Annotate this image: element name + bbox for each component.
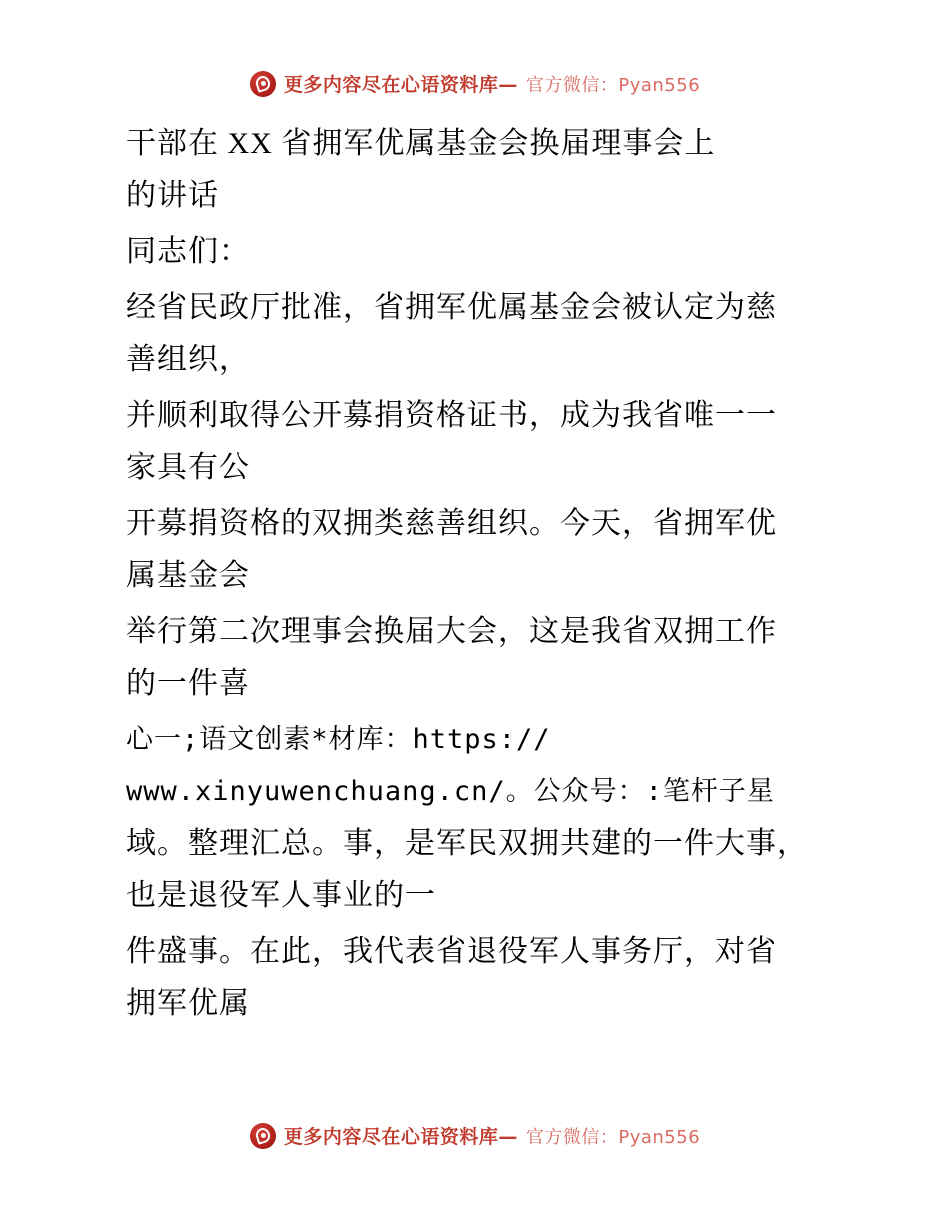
watermark-sub-text: 官方微信：Pyan556 (525, 74, 701, 96)
paragraph-1 (62, 282, 892, 386)
text-line: 家具有公 (126, 451, 250, 484)
text-line: 同志们： (126, 235, 250, 268)
paragraph-2 (62, 390, 892, 494)
text-line: 举行第二次理事会换届大会，这是我省双拥工作 (126, 615, 777, 648)
text-line: 并顺利取得公开募捐资格证书，成为我省唯一一 (126, 399, 777, 432)
text-line: 经省民政厅批准，省拥军优属基金会被认定为慈 (126, 291, 777, 324)
watermark-main-text: 更多内容尽在心语资料库— (283, 1126, 518, 1148)
text-line: 干部在 XX 省拥军优属基金会换届理事会上 (126, 127, 716, 160)
text-line: 件盛事。在此，我代表省退役军人事务厅，对省 (126, 935, 777, 968)
watermark-top (0, 70, 950, 97)
text-line: 的讲话 (126, 179, 219, 212)
text-line: 拥军优属 (126, 987, 250, 1020)
text-line: 心一;语文创素*材库：https:// (126, 724, 551, 755)
watermark-main-text: 更多内容尽在心语资料库— (283, 74, 518, 96)
watermark-bottom (0, 1122, 950, 1149)
paragraph-4 (62, 606, 892, 710)
text-line: 属基金会 (126, 559, 250, 592)
document-text-body (62, 118, 892, 1034)
paragraph-salutation (62, 226, 892, 278)
text-line: 开募捐资格的双拥类慈善组织。今天，省拥军优 (126, 507, 777, 540)
text-line: 也是退役军人事业的一 (126, 879, 436, 912)
paragraph-3 (62, 498, 892, 602)
paragraph-6 (62, 926, 892, 1030)
paragraph-title (62, 118, 892, 222)
circle-logo-icon (250, 71, 276, 97)
text-line: www.xinyuwenchuang.cn/。公众号：:笔杆子星 (126, 776, 775, 807)
paragraph-5-watermark-insert (62, 714, 892, 922)
watermark-sub-text: 官方微信：Pyan556 (525, 1126, 701, 1148)
text-line: 善组织， (126, 343, 250, 376)
text-line: 域。整理汇总。事，是军民双拥共建的一件大事， (126, 827, 808, 860)
text-line: 的一件喜 (126, 667, 250, 700)
circle-logo-icon (250, 1123, 276, 1149)
